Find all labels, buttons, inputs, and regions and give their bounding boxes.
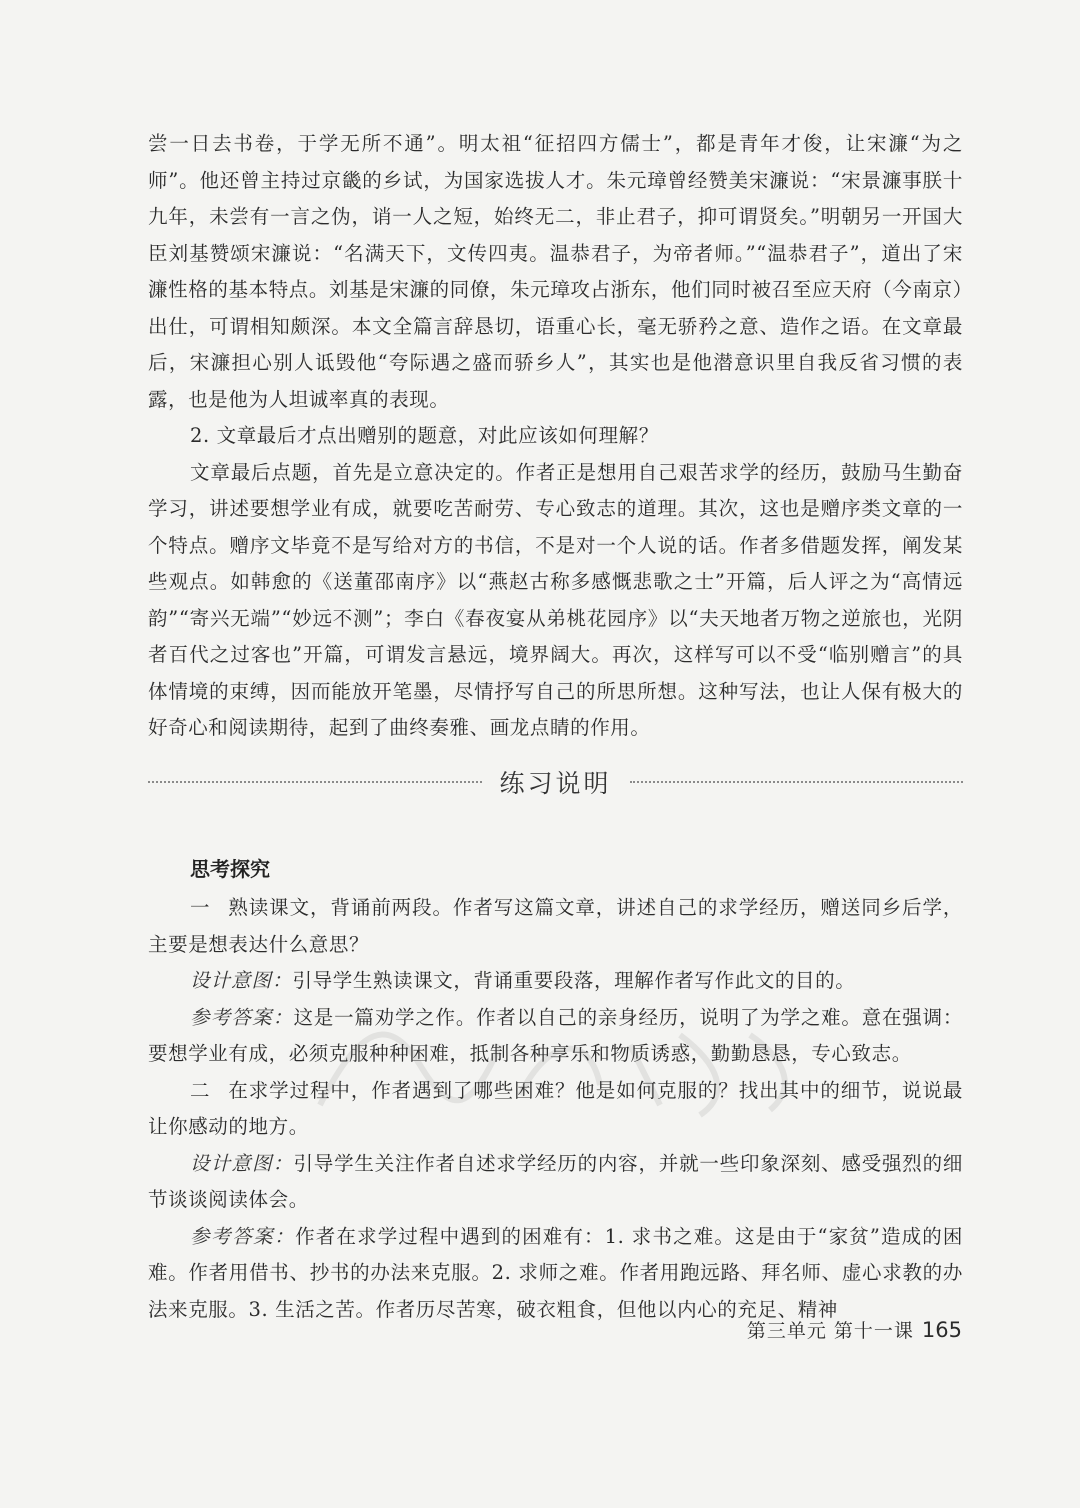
design-label: 设计意图： <box>190 969 293 992</box>
exercise-section <box>148 852 963 1328</box>
reference-answer: 参考答案：这是一篇劝学之作。作者以自己的亲身经历，说明了为学之难。意在强调：要想学业有成，必须克服种种困难，抵制各种享乐和物质诱惑，勤勤恳恳，专心致志。 <box>148 1005 963 1065</box>
answer-label: 参考答案： <box>190 1224 296 1248</box>
design-label: 设计意图： <box>190 1151 294 1175</box>
reference-answer: 参考答案：作者在求学过程中遇到的困难有：1. 求书之难。这是由于“家贫”造成的困难。作者用借书、抄书的办法来克服。2. 求师之难。作者用跑远路、拜名师、虚心求教的办法来克服。3. 生活之苦。作者历尽苦寒，破衣粗食，但他以内心的充足、精神 <box>148 1224 963 1321</box>
exercise-question: 二 在求学过程中，作者遇到了哪些困难？他是如何克服的？找出其中的细节，说说最让你感动的地方。 <box>148 1078 963 1138</box>
subsection-heading: 思考探究 <box>190 857 270 881</box>
dotted-rule-left <box>148 781 482 783</box>
exercise-question: 一 熟读课文，背诵前两段。作者写这篇文章，讲述自己的求学经历，赠送同乡后学，主要是想表达什么意思？ <box>148 896 963 956</box>
question-2: 2. 文章最后才点出赠别的题意，对此应该如何理解？ <box>190 424 659 447</box>
unit-lesson-label: 第三单元 第十一课 <box>746 1320 914 1342</box>
answer-label: 参考答案： <box>190 1005 294 1029</box>
paragraph: 文章最后点题，首先是立意决定的。作者正是想用自己艰苦求学的经历，鼓励马生勤奋学习，讲述要想学业有成，就要吃苦耐劳、专心致志的道理。其次，这也是赠序类文章的一个特点。赠序文毕竟不是写给对方的书信，不是对一个人说的话。作者多借题发挥，阐发某些观点。如韩愈的《送董邵南序》以“燕赵古称多感慨悲歌之士”开篇，后人评之为“高情远韵”“寄兴无端”“妙远不测”；李白《春夜宴从弟桃花园序》以“夫天地者万物之逆旅也，光阴者百代之过客也”开篇，可谓发言悬远，境界阔大。再次，这样写可以不受“临别赠言”的具体情境的束缚，因而能放开笔墨，尽情抒写自己的所思所想。这种写法，也让人保有极大的好奇心和阅读期待，起到了曲终奏雅、画龙点睛的作用。 <box>148 460 963 739</box>
section-divider <box>148 760 963 804</box>
design-intent: 设计意图：引导学生关注作者自述求学经历的内容，并就一些印象深刻、感受强烈的细节谈谈阅读体会。 <box>148 1151 963 1211</box>
continued-answer-section <box>148 126 963 747</box>
page-number: 165 <box>921 1318 962 1342</box>
section-title: 练习说明 <box>499 769 612 798</box>
page-footer <box>747 1315 962 1346</box>
paragraph: 尝一日去书卷，于学无所不通”。明太祖“征招四方儒士”，都是青年才俊，让宋濂“为之师”。他还曾主持过京畿的乡试，为国家选拔人才。朱元璋曾经赞美宋濂说：“宋景濂事朕十九年，未尝有一言之伪，诮一人之短，始终无二，非止君子，抑可谓贤矣。”明朝另一开国大臣刘基赞颂宋濂说：“名满天下，文传四夷。温恭君子，为帝者师。”“温恭君子”，道出了宋濂性格的基本特点。刘基是宋濂的同僚，朱元璋攻占浙东，他们同时被召至应天府（今南京）出仕，可谓相知颇深。本文全篇言辞恳切，语重心长，毫无骄矜之意、造作之语。在文章最后，宋濂担心别人诋毁他“夸际遇之盛而骄乡人”，其实也是他潜意识里自我反省习惯的表露，也是他为人坦诚率真的表现。 <box>148 132 963 411</box>
dotted-rule-right <box>630 781 964 783</box>
design-intent: 设计意图：引导学生熟读课文，背诵重要段落，理解作者写作此文的目的。 <box>190 969 856 992</box>
